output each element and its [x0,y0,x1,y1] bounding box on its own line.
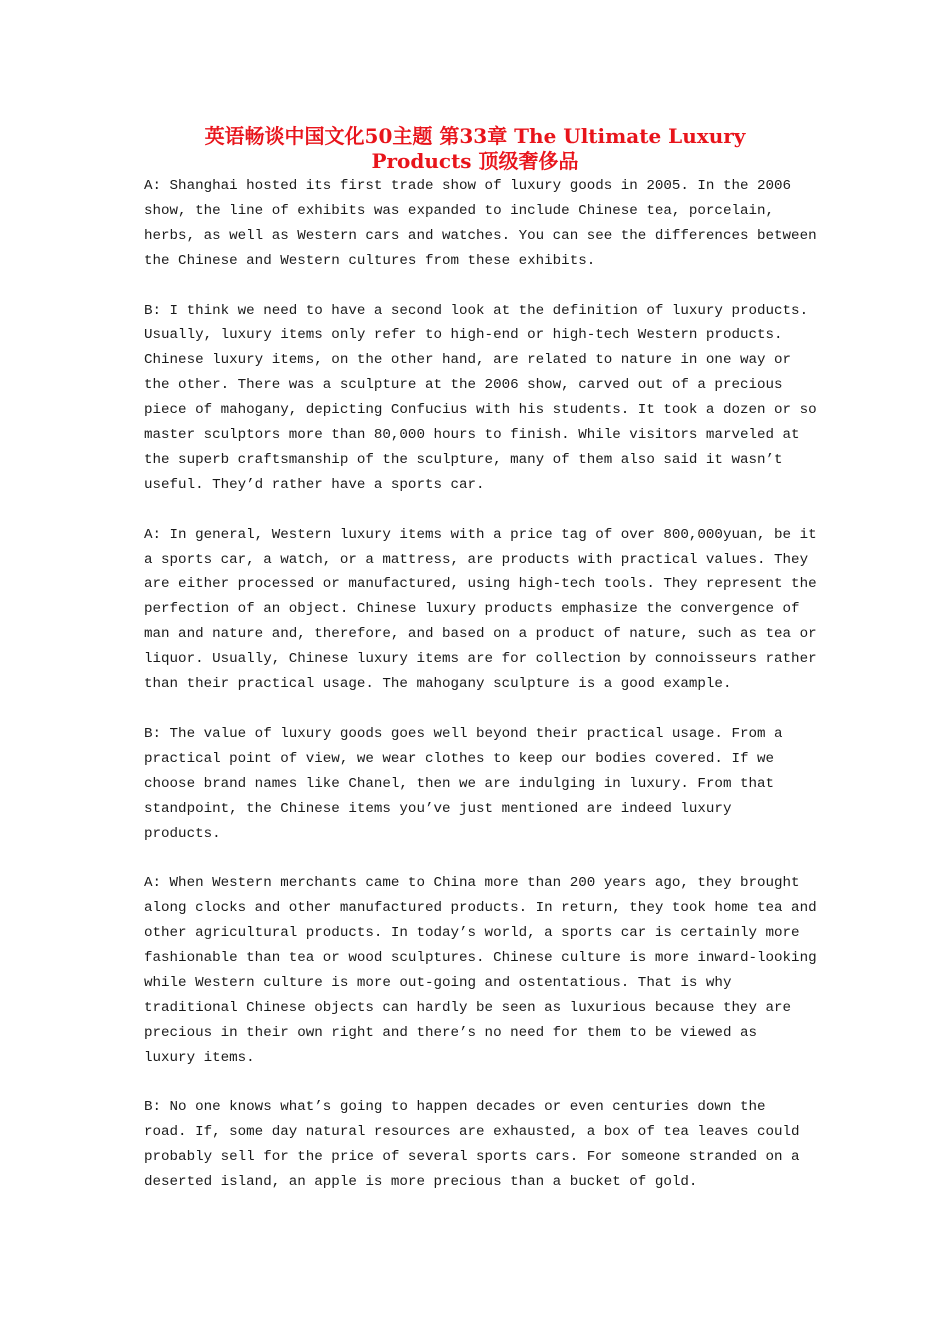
dialogue-paragraph-6: B: No one knows what’s going to happen decades or even centuries down the road. If, some day natural resources are exhausted, a box of tea leaves could probably sell for the price of several sports cars. For someone stranded on a deserted island, an apple is more precious than a bucket of gold. [144,1099,800,1191]
page-title: 英语畅谈中国文化50主题 第33章 The Ultimate Luxury Products 顶级奢侈品 [204,124,746,173]
dialogue-paragraph-1: A: Shanghai hosted its first trade show of luxury goods in 2005. In the 2006 show, the line of exhibits was expanded to include Chinese tea, porcelain, herbs, as well as Western cars and watches. You can see the differences between the Chinese and Western cultures from these exhibits. [144,178,817,269]
dialogue-body [144,174,824,1220]
dialogue-paragraph-2: B: I think we need to have a second look at the definition of luxury products. Usually, luxury items only refer to high-end or high-tech Western products. Chinese luxury items, on the other hand, are related to nature in one way or the other. There was a sculpture at the 2006 show, carved out of a precious piece of mahogany, depicting Confucius with his students. It took a dozen or so master sculptors more than 80,000 hours to finish. While visitors marveled at the superb craftsmanship of the sculpture, many of them also said it wasn’t useful. They’d rather have a sports car. [144,302,817,493]
dialogue-paragraph-5: A: When Western merchants came to China more than 200 years ago, they brought along clocks and other manufactured products. In return, they took home tea and other agricultural products. In today’s world, a sports car is certainly more fashionable than tea or wood sculptures. Chinese culture is more inward-looking while Western culture is more out-going and ostentatious. That is why traditional Chinese objects can hardly be seen as luxurious because they are precious in their own right and there’s no need for them to be viewed as luxury items. [144,875,817,1066]
dialogue-paragraph-3: A: In general, Western luxury items with a price tag of over 800,000yuan, be it a sports car, a watch, or a mattress, are products with practical values. They are either processed or manufactured, using high-tech tools. They represent the perfection of an object. Chinese luxury products emphasize the convergence of man and nature and, therefore, and based on a product of nature, such as tea or liquor. Usually, Chinese luxury items are for collection by connoisseurs rather than their practical usage. The mahogany sculpture is a good example. [144,526,817,693]
dialogue-paragraph-4: B: The value of luxury goods goes well beyond their practical usage. From a practical point of view, we wear clothes to keep our bodies covered. If we choose brand names like Chanel, then we are indulging in luxury. From that standpoint, the Chinese items you’ve just mentioned are indeed luxury products. [144,725,783,842]
